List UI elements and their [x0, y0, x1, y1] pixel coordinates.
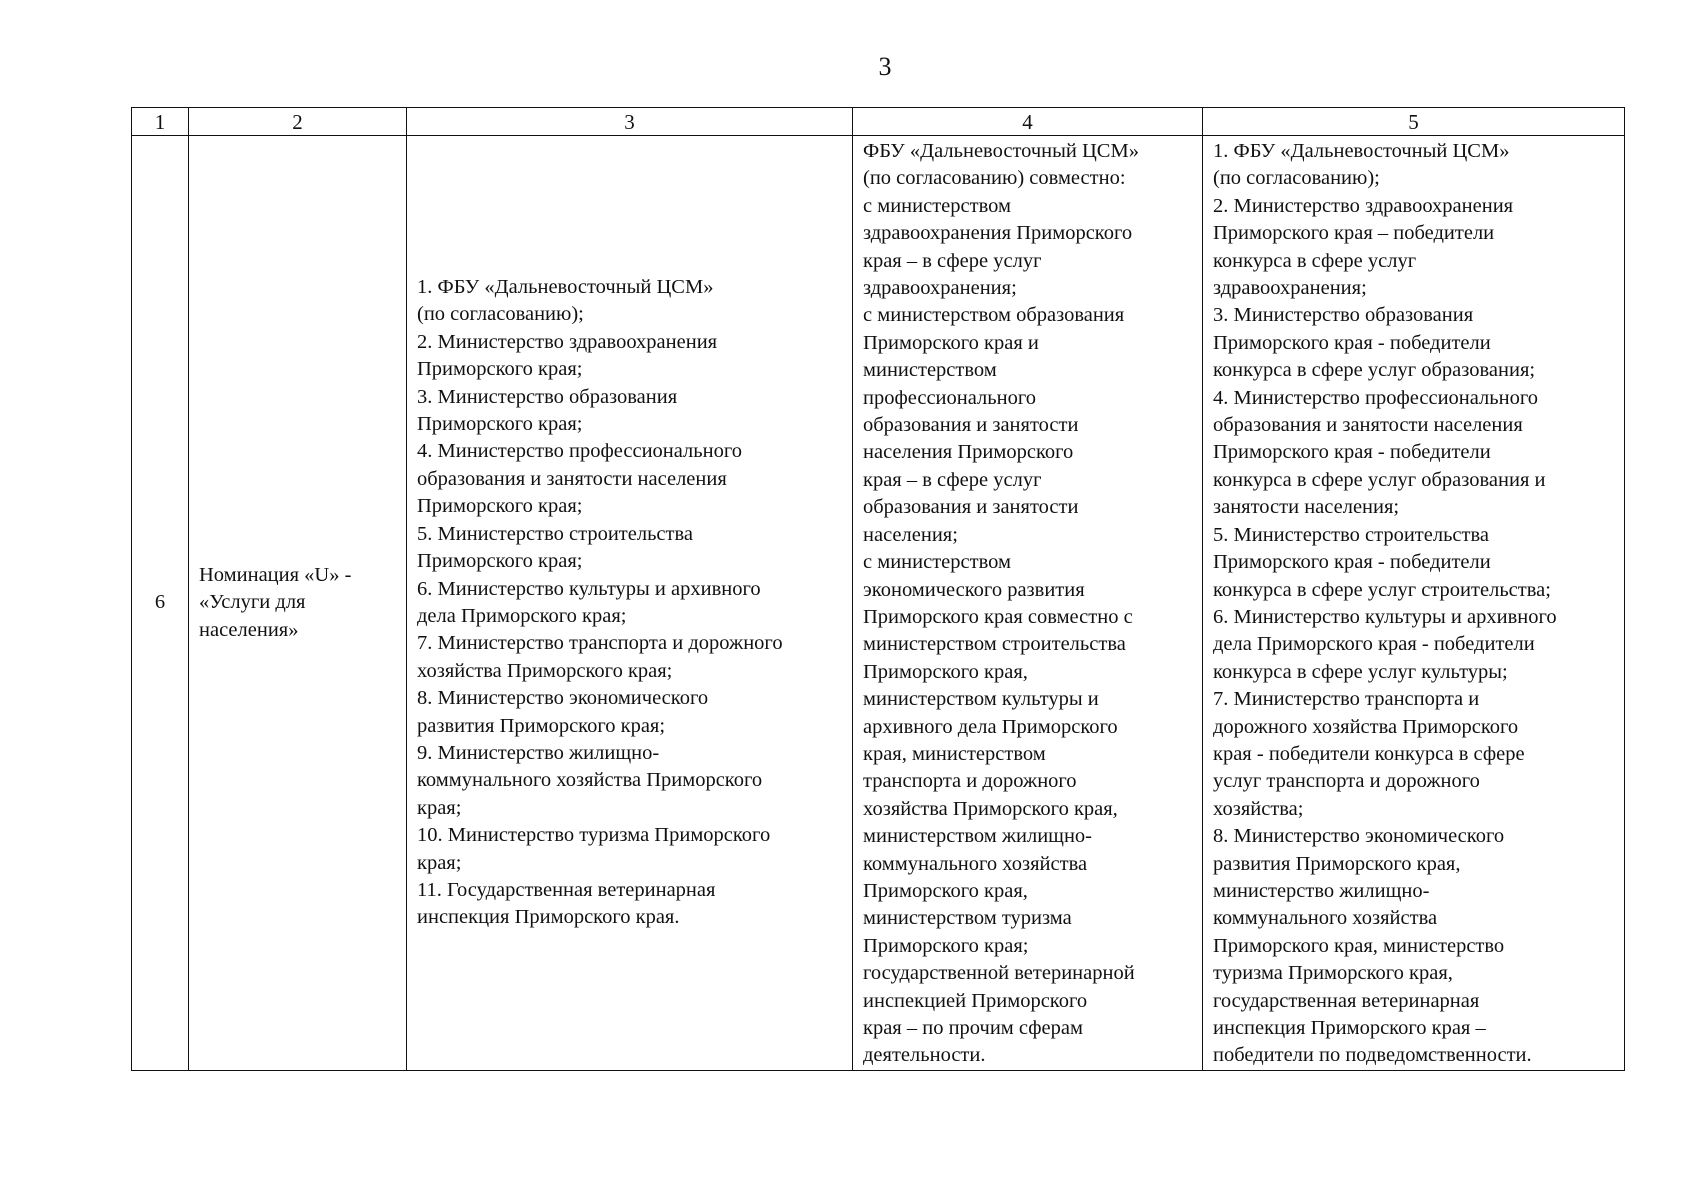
participants-line: 9. Министерство жилищно- [417, 741, 660, 764]
column-header-2: 2 [189, 108, 407, 136]
organizers-line: профессионального [863, 386, 1036, 409]
organizers-line: населения Приморского [863, 441, 1074, 464]
winners-line: 6. Министерство культуры и архивного [1213, 605, 1557, 628]
winners-line: инспекция Приморского края – [1213, 1017, 1486, 1039]
winners-line: Приморского края - победители [1213, 331, 1491, 354]
organizers-line: инспекцией Приморского [863, 989, 1088, 1012]
participants-line: инспекция Приморского края. [417, 906, 680, 929]
winners-line: конкурса в сфере услуг культуры; [1213, 660, 1508, 683]
organizers-line: министерством [863, 359, 997, 382]
winners-line: туризма Приморского края, [1213, 962, 1453, 985]
column-header-1: 1 [132, 108, 189, 136]
organizers-line: с министерством [863, 551, 1011, 574]
participants-line: края; [417, 851, 462, 874]
participants-line: (по согласованию); [417, 303, 584, 326]
organizers-line: хозяйства Приморского края, [863, 797, 1118, 820]
winners-line: развития Приморского края, [1213, 852, 1461, 875]
nominations-table [131, 107, 1625, 1071]
participants-line: 8. Министерство экономического [417, 687, 709, 710]
winners-line: государственная ветеринарная [1213, 989, 1480, 1012]
participants-line: 1. ФБУ «Дальневосточный ЦСМ» [417, 276, 714, 299]
participants-line: 11. Государственная ветеринарная [417, 878, 716, 901]
winners-line: 2. Министерство здравоохранения [1213, 194, 1514, 217]
organizers-line: (по согласованию) совместно: [863, 167, 1126, 190]
organizers-line: государственной ветеринарной [863, 962, 1135, 985]
participants-line: коммунального хозяйства Приморского [417, 769, 763, 792]
winners-line: победители по подведомственности. [1213, 1044, 1532, 1067]
winners-line: конкурса в сфере услуг образования и [1213, 468, 1546, 491]
participants-line: Приморского края; [417, 550, 583, 573]
winners-line: (по согласованию); [1213, 167, 1380, 190]
organizers-line: архивного дела Приморского [863, 715, 1118, 738]
table-row [132, 136, 1625, 1071]
winners-line: 8. Министерство экономического [1213, 825, 1505, 848]
winners-line: занятости населения; [1213, 496, 1400, 519]
winners-line: 3. Министерство образования [1213, 304, 1474, 327]
participants-line: Приморского края; [417, 495, 583, 518]
participants-line: края; [417, 796, 462, 819]
participants-line: Приморского края; [417, 413, 583, 436]
organizers-line: края, министерством [863, 742, 1046, 765]
organizers-line: образования и занятости [863, 496, 1079, 519]
participants-cell [407, 136, 853, 1071]
winners-line: дорожного хозяйства Приморского [1213, 715, 1519, 738]
nomination-line: населения» [199, 618, 299, 641]
participants-line: образования и занятости населения [417, 467, 727, 490]
participants-line: 10. Министерство туризма Приморского [417, 824, 771, 847]
winners-line: конкурса в сфере услуг строительства; [1213, 578, 1551, 601]
organizers-line: деятельности. [863, 1044, 986, 1067]
winners-line: коммунального хозяйства [1213, 907, 1438, 930]
winners-line: дела Приморского края - победители [1213, 633, 1535, 656]
participants-line: развития Приморского края; [417, 714, 666, 737]
winners-line: хозяйства; [1213, 797, 1304, 820]
participants-line: 2. Министерство здравоохранения [417, 330, 718, 353]
nomination-cell [189, 136, 407, 1071]
organizers-line: министерством туризма [863, 907, 1072, 930]
organizers-line: министерством жилищно- [863, 825, 1093, 848]
winners-line: 1. ФБУ «Дальневосточный ЦСМ» [1213, 140, 1510, 162]
nomination-line: Номинация «U» - [199, 563, 352, 586]
participants-line: 7. Министерство транспорта и дорожного [417, 632, 783, 655]
page-number: 3 [878, 52, 892, 81]
organizers-line: населения; [863, 523, 958, 546]
column-header-5: 5 [1203, 108, 1625, 136]
winners-line: 4. Министерство профессионального [1213, 386, 1538, 409]
winners-line: 7. Министерство транспорта и [1213, 688, 1480, 711]
header-row [132, 108, 1625, 136]
winners-line: образования и занятости населения [1213, 414, 1523, 437]
organizers-line: здравоохранения Приморского [863, 222, 1133, 245]
organizers-line: министерством строительства [863, 633, 1126, 656]
organizers-line: министерством культуры и [863, 688, 1099, 711]
winners-cell [1203, 136, 1625, 1071]
winners-line: здравоохранения; [1213, 277, 1367, 300]
organizers-line: края – в сфере услуг [863, 249, 1042, 272]
winners-line: Приморского края, министерство [1213, 934, 1505, 957]
organizers-line: транспорта и дорожного [863, 770, 1077, 793]
organizers-line: Приморского края и [863, 331, 1039, 354]
winners-line: конкурса в сфере услуг [1213, 249, 1417, 272]
organizers-line: коммунального хозяйства [863, 852, 1088, 875]
nomination-line: «Услуги для [199, 591, 306, 614]
organizers-line: края – по прочим сферам [863, 1017, 1083, 1039]
organizers-cell [853, 136, 1203, 1071]
winners-line: министерство жилищно- [1213, 879, 1430, 902]
row-number: 6 [132, 136, 189, 1071]
organizers-line: Приморского края совместно с [863, 605, 1133, 628]
organizers-line: образования и занятости [863, 414, 1079, 437]
winners-line: Приморского края – победители [1213, 222, 1495, 245]
winners-line: края - победители конкурса в сфере [1213, 742, 1525, 765]
participants-line: 4. Министерство профессионального [417, 440, 742, 463]
participants-line: дела Приморского края; [417, 604, 627, 627]
winners-line: 5. Министерство строительства [1213, 523, 1489, 546]
column-header-3: 3 [407, 108, 853, 136]
organizers-line: Приморского края; [863, 934, 1029, 957]
organizers-line: ФБУ «Дальневосточный ЦСМ» [863, 140, 1139, 162]
participants-line: Приморского края; [417, 358, 583, 381]
column-header-4: 4 [853, 108, 1203, 136]
organizers-line: Приморского края, [863, 660, 1028, 683]
winners-line: Приморского края - победители [1213, 551, 1491, 574]
participants-line: хозяйства Приморского края; [417, 659, 673, 682]
participants-line: 6. Министерство культуры и архивного [417, 577, 761, 600]
winners-line: конкурса в сфере услуг образования; [1213, 359, 1536, 382]
organizers-line: Приморского края, [863, 879, 1028, 902]
organizers-line: края – в сфере услуг [863, 468, 1042, 491]
organizers-line: экономического развития [863, 578, 1085, 601]
organizers-line: с министерством [863, 194, 1011, 217]
organizers-line: с министерством образования [863, 304, 1125, 327]
organizers-line: здравоохранения; [863, 277, 1017, 300]
winners-line: Приморского края - победители [1213, 441, 1491, 464]
winners-line: услуг транспорта и дорожного [1213, 770, 1480, 793]
participants-line: 3. Министерство образования [417, 385, 678, 408]
participants-line: 5. Министерство строительства [417, 522, 693, 545]
